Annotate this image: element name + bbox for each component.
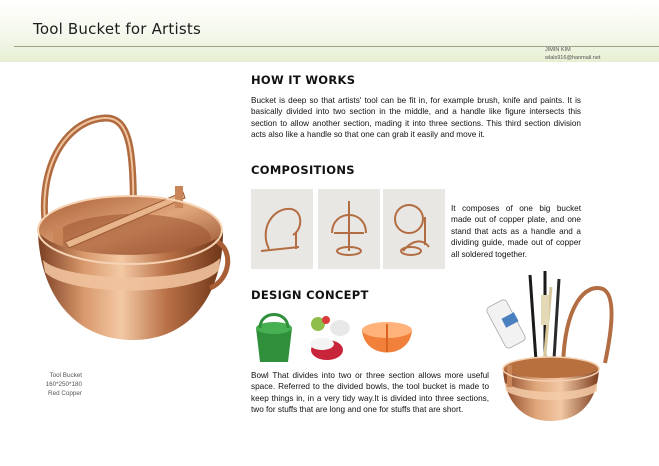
- compositions-text: It composes of one big bucket made out of copper plate, and one stand that acts as a handle and a dividing guide, made out of copper all soldered together.: [451, 204, 581, 259]
- divided-bowls-image: [252, 306, 422, 368]
- stand-side-view-image: [251, 189, 313, 269]
- main-bucket-image: [25, 110, 235, 350]
- product-caption: [30, 371, 82, 398]
- page-title: Tool Bucket for Artists: [33, 20, 201, 38]
- compositions-heading: COMPOSITIONS: [251, 163, 355, 177]
- caption-name: Tool Bucket: [49, 372, 82, 379]
- caption-dimensions: 160*250*180: [45, 381, 82, 388]
- stand-front-view-image: [318, 189, 380, 269]
- design-concept-text: Bowl That divides into two or three section allows more useful space. Referred to the divided bowls, the tool bucket is made to keep things in, in a very tidy way.It is divided into three sections, two for stuffs that are long and one for stuffs that are short.: [251, 371, 489, 415]
- author-info: [545, 46, 600, 62]
- composition-photo-1: [251, 189, 313, 269]
- composition-photo-3: [383, 189, 445, 269]
- how-it-works-heading: HOW IT WORKS: [251, 73, 356, 87]
- caption-material: Red Copper: [48, 390, 82, 397]
- author-name: JIMIN KIM: [545, 47, 571, 53]
- how-it-works-text: Bucket is deep so that artists' tool can be fit in, for example brush, knife and paints. It is basically divided into two section in the middle, and a handle like figure intersects this section to allow another section, mading it into three sections. This third section division acts also like a handle so that one can grab it easily and move it.: [251, 96, 581, 140]
- design-concept-heading: DESIGN CONCEPT: [251, 288, 369, 302]
- bucket-with-tools-image: [485, 265, 625, 425]
- stand-angle-view-image: [383, 189, 445, 269]
- author-email: wlals916@hanmail.net: [545, 55, 601, 61]
- composition-photo-2: [318, 189, 380, 269]
